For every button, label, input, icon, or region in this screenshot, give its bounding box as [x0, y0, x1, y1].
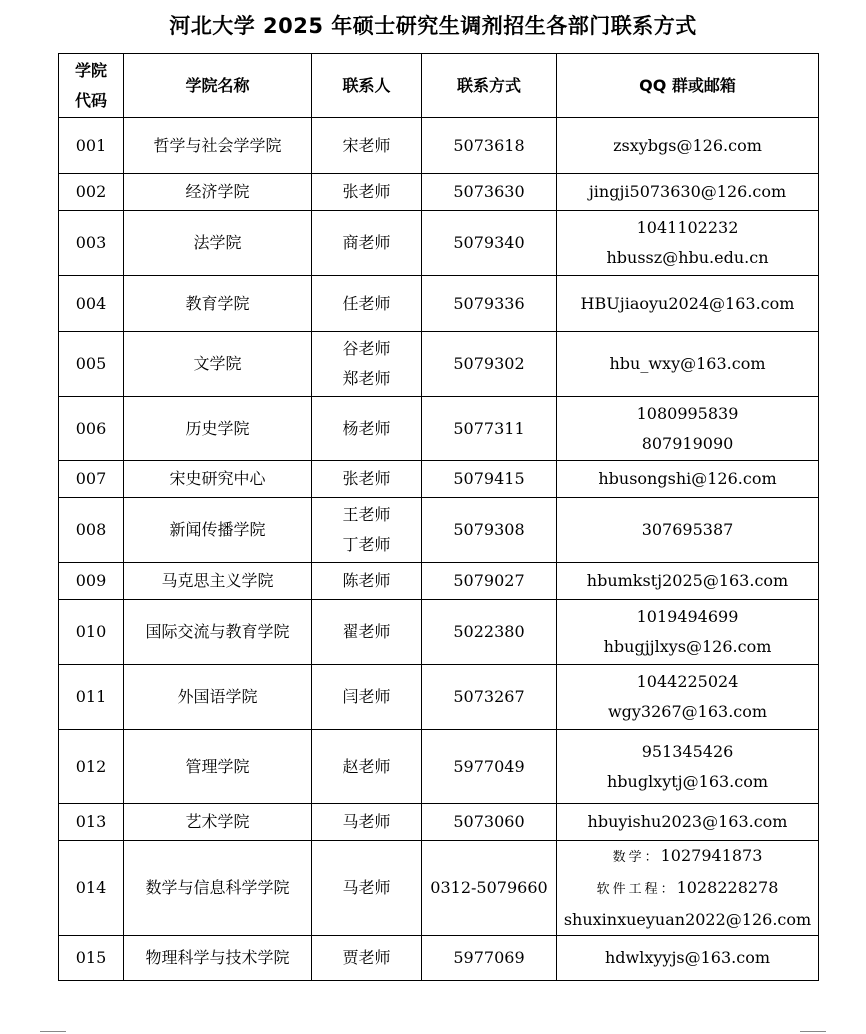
contact-person-name: 王老师 — [342, 505, 391, 524]
cell-phone: 5079027 — [422, 563, 557, 600]
cell-contact-person — [312, 936, 422, 981]
cell-phone: 5079415 — [422, 461, 557, 498]
cell-phone: 5022380 — [422, 600, 557, 665]
contact-entry: 1019494699 — [636, 607, 739, 626]
header-phone: 联系方式 — [422, 54, 557, 118]
cell-college-name: 哲学与社会学学院 — [124, 118, 312, 174]
cell-contact-person — [312, 332, 422, 397]
table-row — [59, 730, 819, 804]
contact-entry: hbuyishu2023@163.com — [587, 812, 788, 831]
table-row — [59, 498, 819, 563]
cell-college-code: 012 — [59, 730, 124, 804]
contact-person-name: 丁老师 — [342, 535, 391, 554]
cell-qq-or-email — [557, 118, 819, 174]
labeled-qq-group — [557, 873, 818, 905]
cell-qq-or-email — [557, 563, 819, 600]
cell-college-name: 经济学院 — [124, 174, 312, 211]
contact-entry: 951345426 — [641, 741, 734, 761]
cell-phone: 5073630 — [422, 174, 557, 211]
cell-college-name: 宋史研究中心 — [124, 461, 312, 498]
cell-qq-or-email — [557, 498, 819, 563]
table-header-row — [59, 54, 819, 118]
cell-college-code: 009 — [59, 563, 124, 600]
contact-person-name: 郑老师 — [342, 369, 391, 388]
contact-entry: wgy3267@163.com — [607, 702, 768, 721]
contact-entry: 1080995839 — [636, 403, 739, 423]
cell-phone: 5073267 — [422, 665, 557, 730]
cell-college-name: 教育学院 — [124, 276, 312, 332]
qq-group-number: 1027941873 — [660, 846, 763, 865]
cell-phone: 5079340 — [422, 211, 557, 276]
labeled-qq-group — [557, 841, 818, 873]
table-row — [59, 211, 819, 276]
contact-entry: hbuglxytj@163.com — [606, 771, 769, 791]
table-row — [59, 665, 819, 730]
table-row — [59, 174, 819, 211]
cell-college-code: 015 — [59, 936, 124, 981]
cell-college-code: 014 — [59, 841, 124, 936]
table-row — [59, 276, 819, 332]
contact-person-name: 陈老师 — [342, 571, 391, 590]
contact-person-name: 任老师 — [342, 293, 391, 313]
cell-college-code: 013 — [59, 804, 124, 841]
cell-contact-person — [312, 276, 422, 332]
cell-phone: 5977069 — [422, 936, 557, 981]
contact-entry: hdwlxyyjs@163.com — [604, 948, 771, 967]
header-person: 联系人 — [312, 54, 422, 118]
contact-person-name: 张老师 — [342, 182, 391, 201]
qq-group-number: 1028228278 — [676, 878, 779, 897]
contact-entry: zsxybgs@126.com — [613, 135, 762, 155]
cell-college-code: 010 — [59, 600, 124, 665]
cell-college-name: 管理学院 — [124, 730, 312, 804]
qq-group-label: 数学： — [612, 850, 661, 865]
cell-college-code: 003 — [59, 211, 124, 276]
cell-college-name: 文学院 — [124, 332, 312, 397]
cell-college-name: 数学与信息科学学院 — [124, 841, 312, 936]
table-body — [59, 118, 819, 981]
cell-qq-or-email — [557, 730, 819, 804]
contact-entry: HBUjiaoyu2024@163.com — [580, 293, 795, 313]
contact-entry: 807919090 — [641, 433, 734, 453]
cell-phone: 5977049 — [422, 730, 557, 804]
page-corner-mark-right — [800, 1031, 826, 1032]
cell-college-name: 新闻传播学院 — [124, 498, 312, 563]
header-contact: QQ 群或邮箱 — [557, 54, 819, 118]
cell-college-code: 002 — [59, 174, 124, 211]
cell-college-code: 004 — [59, 276, 124, 332]
cell-qq-or-email — [557, 211, 819, 276]
cell-phone: 5077311 — [422, 397, 557, 461]
table-row — [59, 461, 819, 498]
table-row — [59, 332, 819, 397]
contact-person-name: 贾老师 — [342, 948, 391, 967]
cell-contact-person — [312, 461, 422, 498]
table-row — [59, 600, 819, 665]
cell-contact-person — [312, 841, 422, 936]
cell-phone: 5073618 — [422, 118, 557, 174]
document-title: 河北大学 2025 年硕士研究生调剂招生各部门联系方式 — [169, 14, 697, 38]
contact-table — [58, 53, 819, 981]
contact-entry: jingji5073630@126.com — [588, 182, 787, 201]
header-code: 学院 代码 — [59, 54, 124, 118]
cell-contact-person — [312, 804, 422, 841]
cell-college-code: 001 — [59, 118, 124, 174]
cell-college-name: 国际交流与教育学院 — [124, 600, 312, 665]
cell-college-code: 005 — [59, 332, 124, 397]
cell-phone: 5079308 — [422, 498, 557, 563]
contact-person-name: 杨老师 — [342, 418, 391, 438]
cell-phone: 0312-5079660 — [422, 841, 557, 936]
cell-contact-person — [312, 563, 422, 600]
cell-college-name: 物理科学与技术学院 — [124, 936, 312, 981]
contact-entry: hbu_wxy@163.com — [609, 354, 766, 373]
cell-college-name: 马克思主义学院 — [124, 563, 312, 600]
cell-contact-person — [312, 600, 422, 665]
contact-person-name: 商老师 — [342, 233, 391, 252]
table-row — [59, 563, 819, 600]
cell-phone: 5073060 — [422, 804, 557, 841]
cell-college-name: 历史学院 — [124, 397, 312, 461]
cell-qq-or-email — [557, 600, 819, 665]
table-row — [59, 118, 819, 174]
qq-group-label: 软件工程： — [596, 882, 677, 897]
contact-entry: hbussz@hbu.edu.cn — [606, 248, 769, 267]
contact-person-name: 闫老师 — [342, 687, 391, 706]
cell-qq-or-email — [557, 936, 819, 981]
contact-person-name: 马老师 — [342, 878, 391, 897]
contact-person-name: 赵老师 — [342, 756, 391, 776]
cell-contact-person — [312, 174, 422, 211]
cell-qq-or-email — [557, 665, 819, 730]
contact-entry: hbusongshi@126.com — [598, 469, 777, 488]
contact-entry: 1044225024 — [636, 672, 739, 691]
table-row — [59, 397, 819, 461]
contact-person-name: 张老师 — [342, 469, 391, 488]
cell-qq-or-email — [557, 804, 819, 841]
contact-person-name: 宋老师 — [342, 135, 391, 155]
cell-college-name: 艺术学院 — [124, 804, 312, 841]
contact-entry: shuxinxueyuan2022@126.com — [563, 910, 812, 929]
cell-qq-or-email — [557, 174, 819, 211]
cell-phone: 5079336 — [422, 276, 557, 332]
cell-qq-or-email — [557, 841, 819, 936]
contact-entry: 307695387 — [641, 520, 734, 539]
table-row — [59, 841, 819, 936]
header-name: 学院名称 — [124, 54, 312, 118]
cell-contact-person — [312, 665, 422, 730]
contact-person-name: 谷老师 — [342, 339, 391, 358]
cell-qq-or-email — [557, 276, 819, 332]
contact-entry: hbugjjlxys@126.com — [603, 637, 772, 656]
page-corner-mark-left — [40, 1031, 66, 1032]
cell-contact-person — [312, 397, 422, 461]
cell-college-code: 011 — [59, 665, 124, 730]
cell-college-code: 008 — [59, 498, 124, 563]
cell-contact-person — [312, 211, 422, 276]
contact-entry: 1041102232 — [636, 218, 739, 237]
contact-entry: hbumkstj2025@163.com — [586, 571, 789, 590]
cell-contact-person — [312, 118, 422, 174]
cell-qq-or-email — [557, 332, 819, 397]
contact-person-name: 马老师 — [342, 812, 391, 831]
cell-college-code: 007 — [59, 461, 124, 498]
cell-qq-or-email — [557, 461, 819, 498]
cell-phone: 5079302 — [422, 332, 557, 397]
cell-qq-or-email — [557, 397, 819, 461]
cell-contact-person — [312, 498, 422, 563]
cell-college-name: 外国语学院 — [124, 665, 312, 730]
cell-college-code: 006 — [59, 397, 124, 461]
cell-college-name: 法学院 — [124, 211, 312, 276]
contact-person-name: 翟老师 — [342, 622, 391, 641]
table-row — [59, 804, 819, 841]
cell-contact-person — [312, 730, 422, 804]
table-row — [59, 936, 819, 981]
